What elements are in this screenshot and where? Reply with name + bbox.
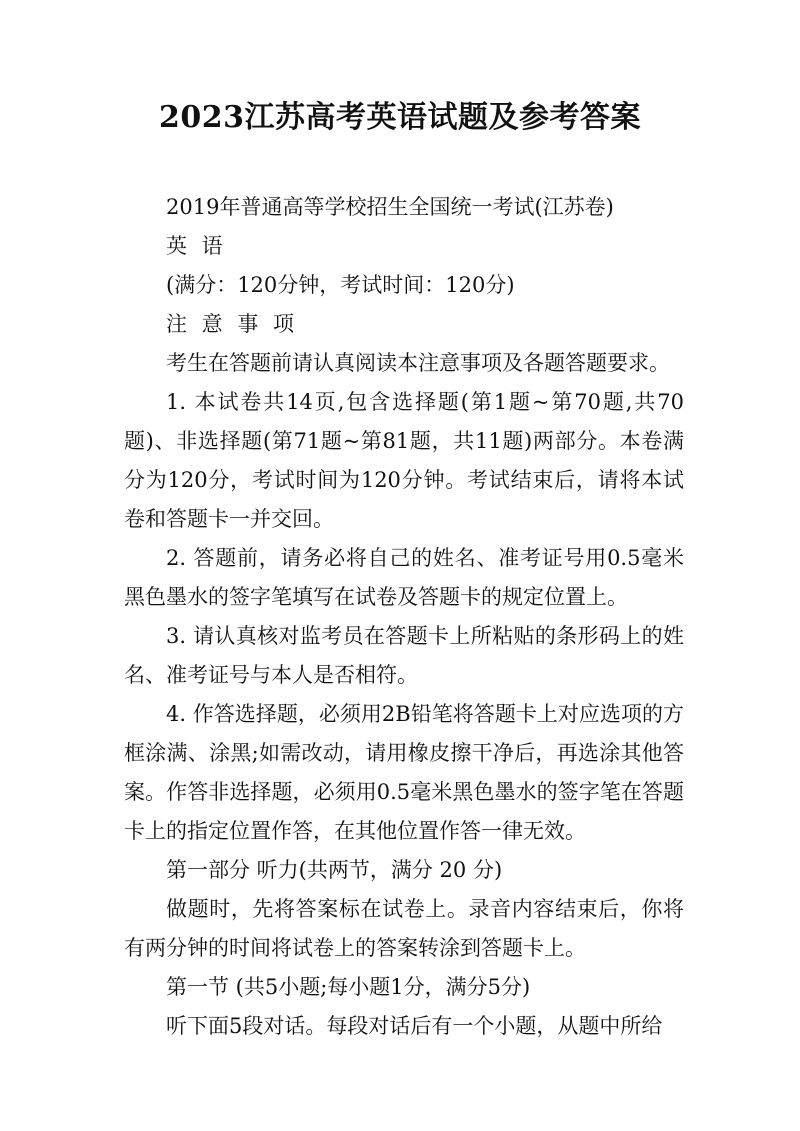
exam-header-paragraph: 2019年普通高等学校招生全国统一考试(江苏卷): [166, 195, 614, 219]
instruction-item-2: 2. 答题前，请务必将自己的姓名、准考证号用0.5毫米黑色墨水的签字笔填写在试卷及答题卡的规定位置上。: [124, 546, 684, 609]
subject-paragraph: 英 语: [166, 234, 227, 258]
section-one-instruction: 听下面5段对话。每段对话后有一个小题，从题中所给: [166, 1014, 663, 1038]
section-one-heading: 第一节 (共5小题;每小题1分，满分5分): [166, 975, 531, 999]
instruction-intro-paragraph: 考生在答题前请认真阅读本注意事项及各题答题要求。: [166, 351, 670, 375]
instruction-item-1: 1. 本试卷共14页,包含选择题(第1题~第70题,共70题)、非选择题(第71题~第81题，共11题)两部分。本卷满分为120分，考试时间为120分钟。考试结束后，请将本试卷和答题卡一并交回。: [124, 390, 684, 531]
document-title: 2023江苏高考英语试题及参考答案: [159, 100, 641, 135]
part-one-heading: 第一部分 听力(共两节，满分 20 分): [166, 858, 503, 882]
score-time-paragraph: (满分：120分钟，考试时间：120分): [166, 273, 515, 297]
notice-heading: 注 意 事 项: [166, 312, 299, 336]
document-body: [124, 188, 684, 1046]
part-one-instruction: 做题时，先将答案标在试卷上。录音内容结束后，你将有两分钟的时间将试卷上的答案转涂到答题卡上。: [124, 897, 684, 960]
instruction-item-3: 3. 请认真核对监考员在答题卡上所粘贴的条形码上的姓名、准考证号与本人是否相符。: [124, 624, 684, 687]
instruction-item-4: 4. 作答选择题，必须用2B铅笔将答题卡上对应选项的方框涂满、涂黑;如需改动，请用橡皮擦干净后，再选涂其他答案。作答非选择题，必须用0.5毫米黑色墨水的签字笔在答题卡上的指定位置作答，在其他位置作答一律无效。: [124, 702, 684, 843]
